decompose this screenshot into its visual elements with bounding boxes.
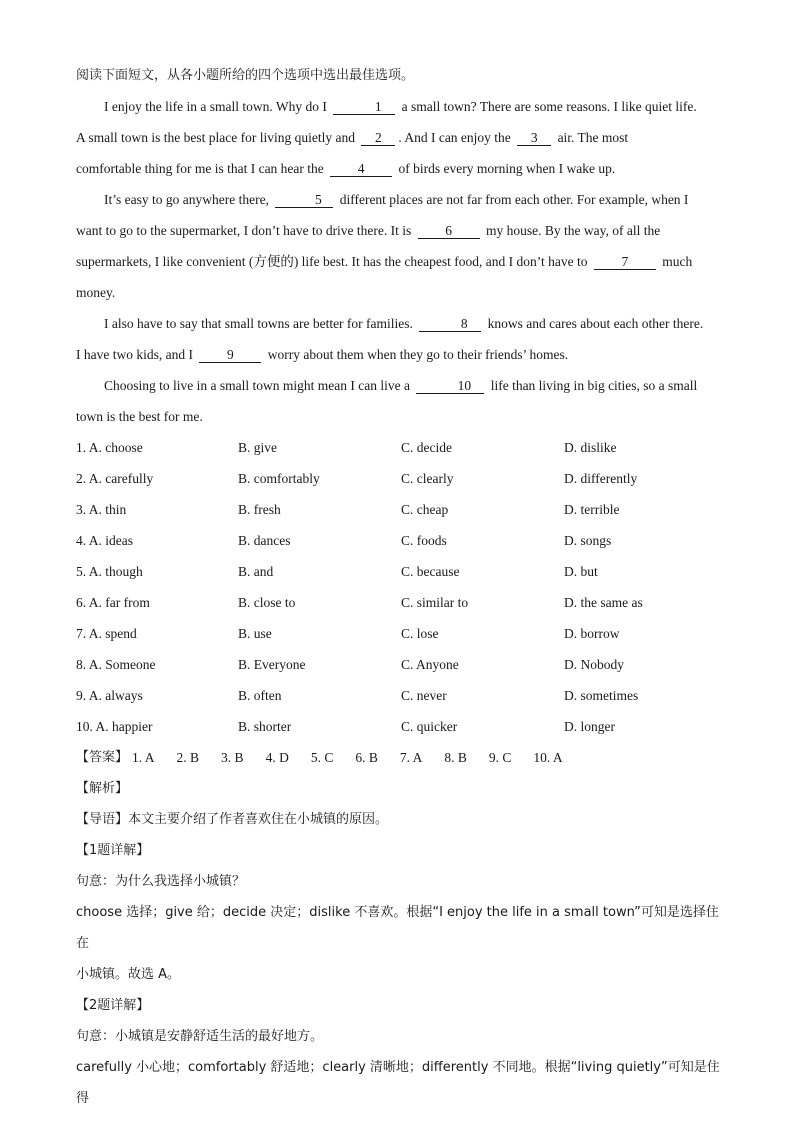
option-d[interactable]: D. terrible xyxy=(564,502,620,517)
answer-item: 1. A xyxy=(132,750,155,765)
option-c[interactable]: C. decide xyxy=(401,440,452,455)
option-row xyxy=(76,587,721,618)
passage-line: A small town is the best place for living quietly and 2 . And I can enjoy the 3 air. The most xyxy=(76,130,629,145)
guide-text: 【导语】本文主要介绍了作者喜欢住在小城镇的原因。 xyxy=(76,812,389,827)
option-d[interactable]: D. dislike xyxy=(564,440,617,455)
option-a[interactable]: 4. A. ideas xyxy=(76,533,133,548)
blank-4[interactable]: 4 xyxy=(330,161,392,177)
option-b[interactable]: B. often xyxy=(238,688,282,703)
blank-6[interactable]: 6 xyxy=(418,223,480,239)
blank-10[interactable]: 10 xyxy=(416,378,484,394)
option-a[interactable]: 10. A. happier xyxy=(76,719,153,734)
option-c[interactable]: C. similar to xyxy=(401,595,469,610)
option-b[interactable]: B. and xyxy=(238,564,274,579)
option-b[interactable]: B. use xyxy=(238,626,272,641)
detail-1-title: 【1题详解】 xyxy=(76,843,150,858)
option-c[interactable]: C. because xyxy=(401,564,460,579)
instruction: 阅读下面短文，从各小题所给的四个选项中选出最佳选项。 xyxy=(76,68,415,83)
detail-2-title: 【2题详解】 xyxy=(76,998,150,1013)
answer-key xyxy=(76,742,721,773)
answer-item: 3. B xyxy=(221,750,244,765)
passage-line: Choosing to live in a small town might mean I can live a 10 life than living in big cities, so a small xyxy=(104,378,698,393)
option-a[interactable]: 7. A. spend xyxy=(76,626,137,641)
option-d[interactable]: D. sometimes xyxy=(564,688,639,703)
analysis-label: 【解析】 xyxy=(76,781,129,796)
passage-line: supermarkets, I like convenient (方便的) life best. It has the cheapest food, and I don’t have to 7 much xyxy=(76,254,693,269)
blank-2[interactable]: 2 xyxy=(361,130,395,146)
option-a[interactable]: 1. A. choose xyxy=(76,440,143,455)
option-b[interactable]: B. shorter xyxy=(238,719,292,734)
answer-item: 7. A xyxy=(399,750,423,765)
detail-2-explanation: carefully 小心地；comfortably 舒适地；clearly 清晰地；differently 不同地。根据“living quietly”可知是住得 xyxy=(76,1060,720,1106)
detail-1-explanation: choose 选择；give 给；decide 决定；dislike 不喜欢。根据“I enjoy the life in a small town”可知是选择住在 xyxy=(76,905,719,951)
option-c[interactable]: C. clearly xyxy=(401,471,454,486)
passage-line: It’s easy to go anywhere there, 5 different places are not far from each other. For example, when I xyxy=(104,192,689,207)
blank-9[interactable]: 9 xyxy=(199,347,261,363)
option-row xyxy=(76,432,721,463)
answer-item: 5. C xyxy=(310,750,334,765)
option-d[interactable]: D. longer xyxy=(564,719,615,734)
option-b[interactable]: B. give xyxy=(238,440,277,455)
option-b[interactable]: B. fresh xyxy=(238,502,281,517)
option-row xyxy=(76,525,721,556)
answer-label: 【答案】 xyxy=(76,750,129,765)
option-c[interactable]: C. cheap xyxy=(401,502,449,517)
detail-2-meaning: 句意：小城镇是安静舒适生活的最好地方。 xyxy=(76,1029,324,1044)
option-a[interactable]: 8. A. Someone xyxy=(76,657,156,672)
option-row xyxy=(76,463,721,494)
answer-item: 4. D xyxy=(265,750,289,765)
option-d[interactable]: D. but xyxy=(564,564,598,579)
passage-line: I have two kids, and I 9 worry about them when they go to their friends’ homes. xyxy=(76,347,569,362)
answer-item: 6. B xyxy=(355,750,378,765)
option-c[interactable]: C. never xyxy=(401,688,447,703)
option-c[interactable]: C. quicker xyxy=(401,719,458,734)
option-b[interactable]: B. Everyone xyxy=(238,657,306,672)
passage-line: I enjoy the life in a small town. Why do I 1 a small town? There are some reasons. I like quiet life. xyxy=(104,99,697,114)
option-row xyxy=(76,618,721,649)
option-row xyxy=(76,711,721,742)
option-d[interactable]: D. songs xyxy=(564,533,612,548)
option-d[interactable]: D. differently xyxy=(564,471,638,486)
answer-item: 2. B xyxy=(176,750,200,765)
passage-line: comfortable thing for me is that I can hear the 4 of birds every morning when I wake up. xyxy=(76,161,616,176)
option-c[interactable]: C. Anyone xyxy=(401,657,459,672)
blank-3[interactable]: 3 xyxy=(517,130,551,146)
option-a[interactable]: 9. A. always xyxy=(76,688,143,703)
passage-line: town is the best for me. xyxy=(76,409,203,424)
passage-line: I also have to say that small towns are better for families. 8 knows and cares about each other there. xyxy=(104,316,704,331)
option-c[interactable]: C. lose xyxy=(401,626,439,641)
passage-line: money. xyxy=(76,285,116,300)
answer-item: 9. C xyxy=(488,750,512,765)
blank-1[interactable]: 1 xyxy=(333,99,395,115)
option-a[interactable]: 6. A. far from xyxy=(76,595,150,610)
blank-7[interactable]: 7 xyxy=(594,254,656,270)
option-b[interactable]: B. dances xyxy=(238,533,291,548)
option-d[interactable]: D. the same as xyxy=(564,595,643,610)
document-page xyxy=(76,60,721,1114)
option-b[interactable]: B. comfortably xyxy=(238,471,320,486)
option-d[interactable]: D. borrow xyxy=(564,626,620,641)
options-list xyxy=(76,432,721,742)
option-row xyxy=(76,556,721,587)
option-a[interactable]: 3. A. thin xyxy=(76,502,127,517)
detail-1-explanation: 小城镇。故选 A。 xyxy=(76,967,181,982)
option-b[interactable]: B. close to xyxy=(238,595,296,610)
option-a[interactable]: 5. A. though xyxy=(76,564,143,579)
option-row xyxy=(76,680,721,711)
option-d[interactable]: D. Nobody xyxy=(564,657,624,672)
passage-line: want to go to the supermarket, I don’t have to drive there. It is 6 my house. By the way, of all the xyxy=(76,223,661,238)
option-a[interactable]: 2. A. carefully xyxy=(76,471,154,486)
answer-item: 8. B xyxy=(444,750,467,765)
detail-1-meaning: 句意：为什么我选择小城镇？ xyxy=(76,874,246,889)
blank-5[interactable]: 5 xyxy=(275,192,333,208)
blank-8[interactable]: 8 xyxy=(419,316,481,332)
option-row xyxy=(76,494,721,525)
option-row xyxy=(76,649,721,680)
answer-item: 10. A xyxy=(533,750,563,765)
option-c[interactable]: C. foods xyxy=(401,533,447,548)
